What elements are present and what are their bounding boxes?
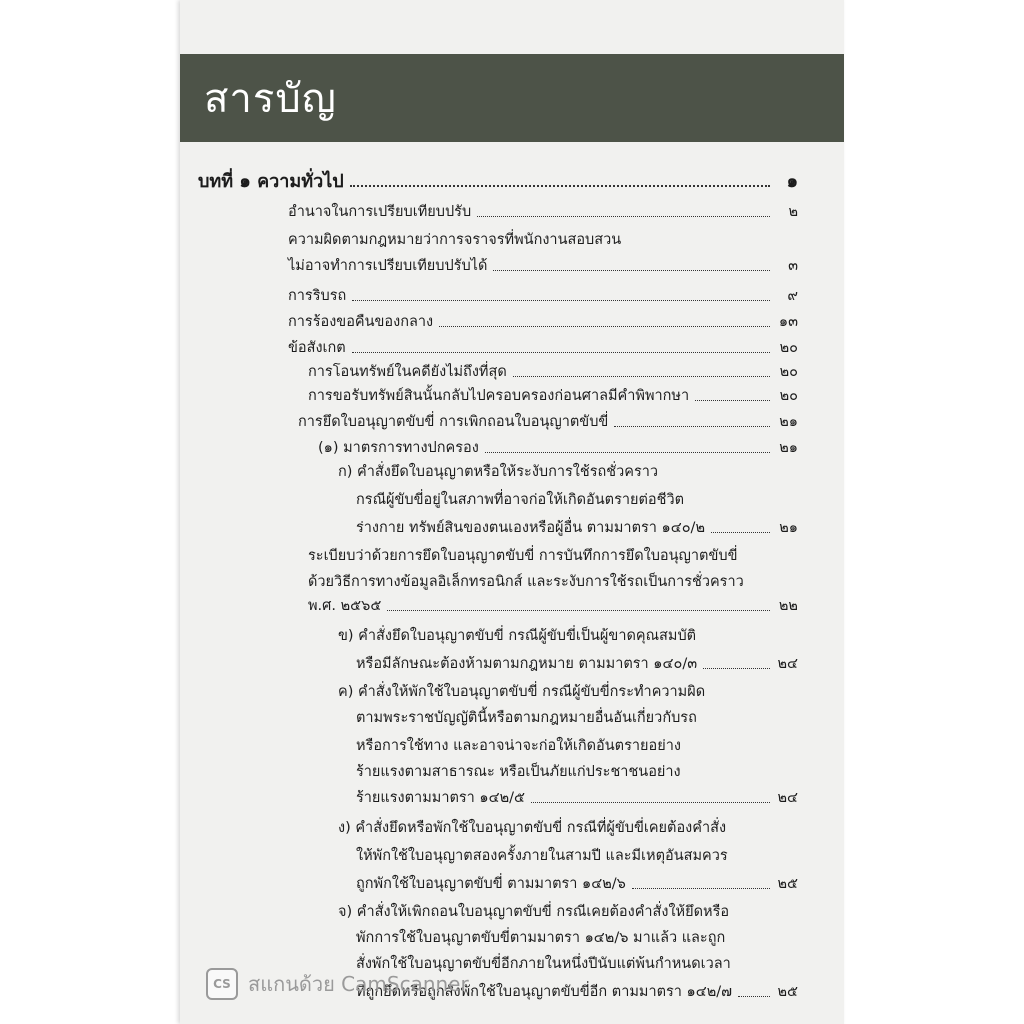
entry-text-line: ระเบียบว่าด้วยการยึดใบอนุญาตขับขี่ การบันทึกการยึดใบอนุญาตขับขี่ <box>308 548 738 564</box>
page-number: ๒๑ <box>779 520 798 536</box>
entry-text-line: ให้พักใช้ใบอนุญาตสองครั้งภายในสามปี และมีเหตุอันสมควร <box>356 848 728 864</box>
entry-title: หรือมีลักษณะต้องห้ามตามกฎหมาย ตามมาตรา ๑๔๐/๓ <box>356 656 698 672</box>
entry-text-line: ด้วยวิธีการทางข้อมูลอิเล็กทรอนิกส์ และระงับการใช้รถเป็นการชั่วคราว <box>308 574 744 590</box>
leader-dots <box>632 888 770 889</box>
leader-dots <box>493 270 770 271</box>
entry-text-line: หรือการใช้ทาง และอาจน่าจะก่อให้เกิดอันตรายอย่าง <box>356 738 681 754</box>
leader-dots <box>352 352 770 353</box>
toc-entry <box>308 360 798 382</box>
watermark-text: สแกนด้วย CamScanner <box>248 972 469 996</box>
page-number: ๒๔ <box>777 790 798 806</box>
table-of-contents <box>180 0 844 1024</box>
page-number: ๑๓ <box>778 314 798 330</box>
entry-text-line: ตามพระราชบัญญัตินี้หรือตามกฎหมายอื่นอันเกี่ยวกับรถ <box>356 710 697 726</box>
entry-text-line: ความผิดตามกฎหมายว่าการจราจรที่พนักงานสอบสวน <box>288 232 622 248</box>
entry-title: การริบรถ <box>288 288 347 304</box>
leader-dots <box>477 216 770 217</box>
entry-text-line: พักการใช้ใบอนุญาตขับขี่ตามมาตรา ๑๔๒/๖ มาแล้ว และถูก <box>356 930 726 946</box>
toc-entry <box>318 436 798 458</box>
toc-entry <box>288 284 798 306</box>
toc-entry <box>356 786 798 808</box>
chapter-label: บทที่ ๑ ความทั่วไป <box>198 171 344 192</box>
toc-entry <box>308 594 798 616</box>
leader-dots <box>703 668 770 669</box>
page-number: ๒ <box>788 204 798 220</box>
entry-title: อำนาจในการเปรียบเทียบปรับ <box>288 204 472 220</box>
entry-title: ร่างกาย ทรัพย์สินของตนเองหรือผู้อื่น ตามมาตรา ๑๔๐/๒ <box>356 520 705 536</box>
page-number: ๒๐ <box>779 340 798 356</box>
entry-title: ข้อสังเกต <box>288 340 346 356</box>
entry-title: ไม่อาจทำการเปรียบเทียบปรับได้ <box>288 258 488 274</box>
entry-text-line: สั่งพักใช้ใบอนุญาตขับขี่อีกภายในหนึ่งปีนับแต่พ้นกำหนดเวลา <box>356 956 731 972</box>
toc-entry <box>356 872 798 894</box>
entry-title: การขอรับทรัพย์สินนั้นกลับไปครอบครองก่อนศาลมีคำพิพากษา <box>308 388 690 404</box>
entry-text-line: ร้ายแรงตามสาธารณะ หรือเป็นภัยแก่ประชาชนอย่าง <box>356 764 681 780</box>
entry-text-line: ก) คำสั่งยึดใบอนุญาตหรือให้ระงับการใช้รถชั่วคราว <box>338 464 659 480</box>
toc-entry <box>288 310 798 332</box>
leader-dots <box>387 610 770 611</box>
leader-dots <box>352 300 770 301</box>
entry-text-line: ข) คำสั่งยึดใบอนุญาตขับขี่ กรณีผู้ขับขี่เป็นผู้ขาดคุณสมบัติ <box>338 628 697 644</box>
leader-dots <box>439 326 770 327</box>
page-number: ๓ <box>788 258 798 274</box>
toc-chapter <box>198 170 798 192</box>
entry-title: การร้องขอคืนของกลาง <box>288 314 434 330</box>
entry-text-line: จ) คำสั่งให้เพิกถอนใบอนุญาตขับขี่ กรณีเคยต้องคำสั่งให้ยึดหรือ <box>338 904 730 920</box>
entry-title: การยึดใบอนุญาตขับขี่ การเพิกถอนใบอนุญาตขับขี่ <box>298 414 609 430</box>
page-number: ๒๒ <box>778 598 798 614</box>
page-number: ๙ <box>787 288 798 304</box>
leader-dots <box>531 802 770 803</box>
toc-entry <box>288 254 798 276</box>
camscanner-icon: CS <box>206 968 238 1000</box>
toc-entry <box>308 384 798 406</box>
leader-dots <box>738 996 770 997</box>
page-number: ๒๕ <box>777 984 798 1000</box>
entry-title: ที่ถูกยึดหรือถูกสั่งพักใช้ใบอนุญาตขับขี่อีก ตามมาตรา ๑๔๒/๗ <box>356 984 733 1000</box>
entry-text-line: ค) คำสั่งให้พักใช้ใบอนุญาตขับขี่ กรณีผู้ขับขี่กระทำความผิด <box>338 684 706 700</box>
entry-title: ถูกพักใช้ใบอนุญาตขับขี่ ตามมาตรา ๑๔๒/๖ <box>356 876 626 892</box>
page-number: ๒๐ <box>779 388 798 404</box>
entry-title: (๑) มาตรการทางปกครอง <box>318 440 479 456</box>
leader-dots <box>614 426 770 427</box>
leader-dots <box>485 452 770 453</box>
entry-text-line: กรณีผู้ขับขี่อยู่ในสภาพที่อาจก่อให้เกิดอันตรายต่อชีวิต <box>356 492 685 508</box>
scanner-watermark <box>206 968 469 1000</box>
leader-dots <box>513 376 770 377</box>
page-number: ๒๐ <box>779 364 798 380</box>
toc-entry <box>356 516 798 538</box>
toc-entry <box>298 410 798 432</box>
leader-dots <box>711 532 770 533</box>
toc-entry <box>356 652 798 674</box>
leader-dots <box>350 185 770 187</box>
page-number: ๒๔ <box>777 656 798 672</box>
page-number: ๑ <box>786 171 798 192</box>
page-number: ๒๑ <box>779 440 798 456</box>
entry-title: พ.ศ. ๒๕๖๕ <box>308 598 382 614</box>
page-number: ๒๕ <box>777 876 798 892</box>
entry-title: การโอนทรัพย์ในคดียังไม่ถึงที่สุด <box>308 364 507 380</box>
leader-dots <box>695 400 770 401</box>
entry-text-line: ง) คำสั่งยึดหรือพักใช้ใบอนุญาตขับขี่ กรณีที่ผู้ขับขี่เคยต้องคำสั่ง <box>338 820 727 836</box>
document-page <box>180 0 844 1024</box>
page-number: ๒๑ <box>779 414 798 430</box>
entry-title: ร้ายแรงตามมาตรา ๑๔๒/๕ <box>356 790 526 806</box>
page-title: สารบัญ <box>204 76 337 122</box>
toc-entry <box>288 336 798 358</box>
toc-entry <box>288 200 798 222</box>
